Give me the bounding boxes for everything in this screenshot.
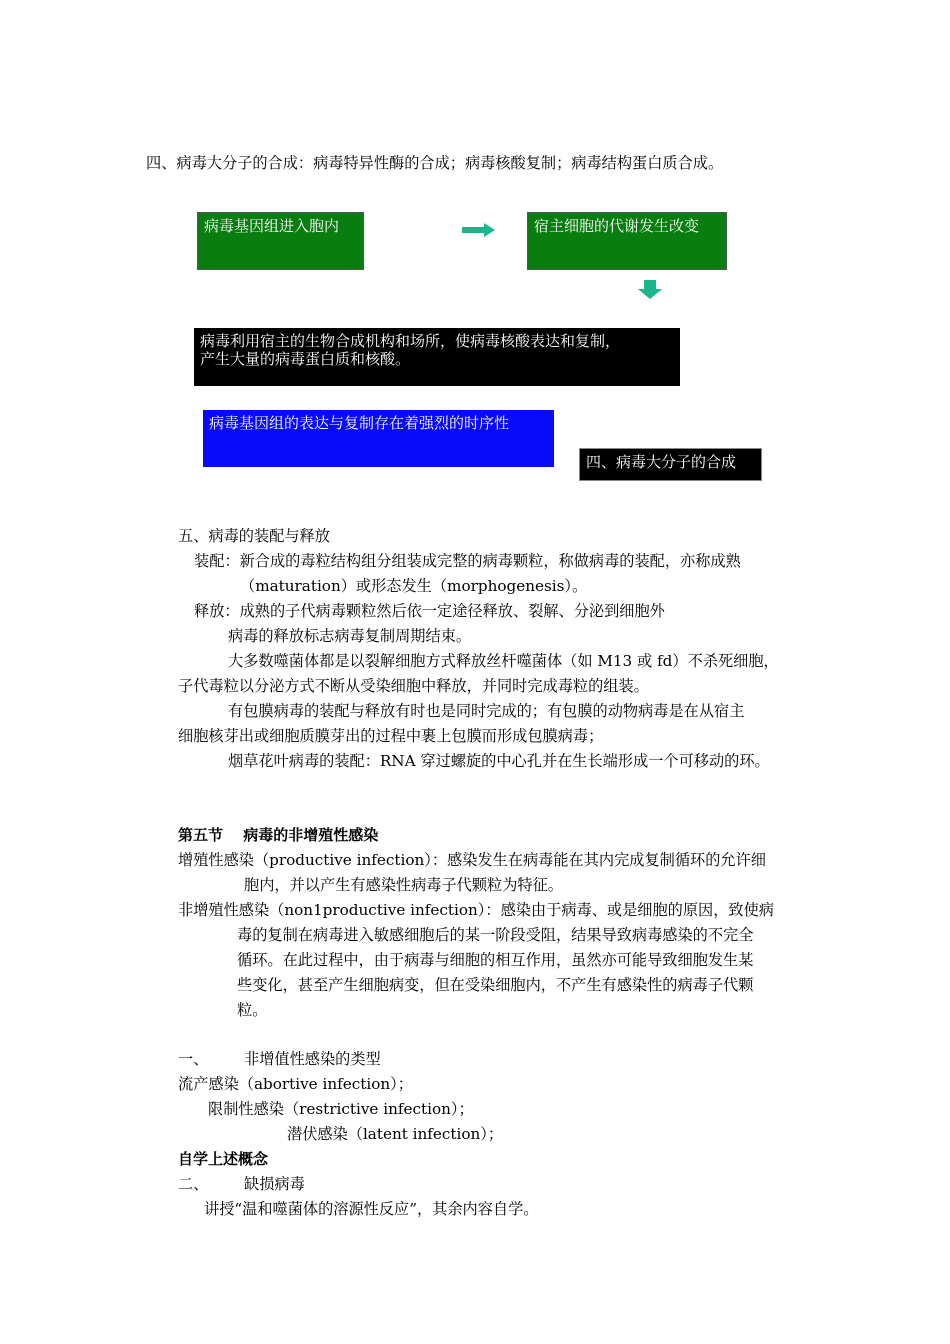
nonproductive-text-line5: 粒。 [237,1001,268,1019]
latent-infection: 潜伏感染（latent infection）； [287,1125,504,1143]
flow-box-host-synthesis-line2: 产生大量的病毒蛋白质和核酸。 [200,350,411,368]
nonproductive-text-line3: 循环。在此过程中，由于病毒与细胞的相互作用，虽然亦可能导致细胞发生某 [237,951,754,969]
assembly-text-line2: （maturation）或形态发生（morphogenesis）。 [240,577,588,595]
right-arrow-icon [462,221,496,239]
nonproductive-text-line1: 非增殖性感染（non1productive infection）：感染由于病毒、或是细胞的原因，致使病 [178,901,774,919]
envelope-text-line2: 细胞核芽出或细胞质膜芽出的过程中裹上包膜而形成包膜病毒； [178,727,604,745]
flow-box-host-synthesis-line1: 病毒利用宿主的生物合成机构和场所，使病毒核酸表达和复制， [200,332,621,350]
productive-text-line1: 增殖性感染（productive infection）：感染发生在病毒能在其内完成复制循环的允许细 [178,851,766,869]
self-study-note: 自学上述概念 [178,1150,269,1168]
phage-text-line2: 子代毒粒以分泌方式不断从受染细胞中释放，并同时完成毒粒的组装。 [178,677,649,695]
flow-box-temporal-order: 病毒基因组的表达与复制存在着强烈的时序性 [203,410,554,467]
flow-box-genome-entry: 病毒基因组进入胞内 [197,212,364,270]
section-heading: 四、病毒大分子的合成：病毒特异性酶的合成；病毒核酸复制；病毒结构蛋白质合成。 [146,154,724,172]
subsection-title-defective: 缺损病毒 [244,1175,305,1193]
nonproductive-text-line2: 毒的复制在病毒进入敏感细胞后的某一阶段受阻，结果导致病毒感染的不完全 [237,926,754,944]
release-text-line2: 病毒的释放标志病毒复制周期结束。 [228,627,471,645]
subsection-number-1: 一、 [178,1050,209,1068]
productive-text-line2: 胞内，并以产生有感染性病毒子代颗粒为特征。 [244,876,563,894]
flow-box-host-synthesis [194,328,680,386]
lecture-note: 讲授“温和噬菌体的溶源性反应”，其余内容自学。 [204,1200,539,1218]
phage-text-line1: 大多数噬菌体都是以裂解细胞方式释放丝杆噬菌体（如 M13 或 fd）不杀死细胞， [228,652,779,670]
nonproductive-text-line4: 些变化，甚至产生细胞病变，但在受染细胞内，不产生有感染性的病毒子代颗 [237,976,754,994]
chapter-title: 第五节 病毒的非增殖性感染 [178,826,379,844]
section-title-assembly: 五、病毒的装配与释放 [178,527,330,545]
flow-box-host-metabolism: 宿主细胞的代谢发生改变 [527,212,727,270]
restrictive-infection: 限制性感染（restrictive infection）； [208,1100,474,1118]
down-arrow-icon [638,280,662,300]
tmv-text: 烟草花叶病毒的装配：RNA 穿过螺旋的中心孔并在生长端形成一个可移动的环。 [228,752,770,770]
envelope-text-line1: 有包膜病毒的装配与释放有时也是同时完成的；有包膜的动物病毒是在从宿主 [228,702,745,720]
subsection-title-types: 非增值性感染的类型 [244,1050,381,1068]
subsection-number-2: 二、 [178,1175,209,1193]
assembly-text-line1: 装配：新合成的毒粒结构组分组装成完整的病毒颗粒，称做病毒的装配，亦称成熟 [194,552,741,570]
release-text-line1: 释放：成熟的子代病毒颗粒然后依一定途径释放、裂解、分泌到细胞外 [194,602,665,620]
flow-box-macromolecule-synthesis: 四、病毒大分子的合成 [579,448,762,481]
abortive-infection: 流产感染（abortive infection）； [178,1075,413,1093]
